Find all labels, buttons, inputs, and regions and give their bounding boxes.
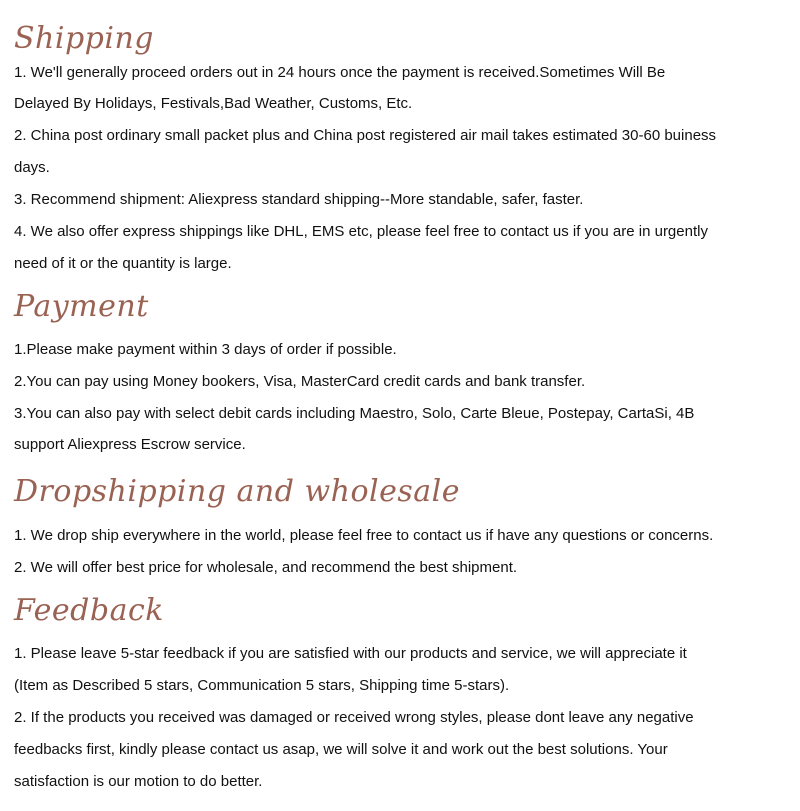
feedback-heading: Feedback (14, 593, 164, 628)
feedback-line: 1. Please leave 5-star feedback if you are satisfied with our products and service, we will appreciate it (14, 645, 687, 662)
payment-line: 3.You can also pay with select debit cards including Maestro, Solo, Carte Bleue, Postepay, CartaSi, 4B (14, 405, 695, 422)
shipping-line: 2. China post ordinary small packet plus and China post registered air mail takes estimated 30-60 buiness (14, 127, 717, 144)
dropshipping-line: 2. We will offer best price for wholesale, and recommend the best shipment. (14, 559, 518, 576)
shipping-heading: Shipping (14, 21, 154, 56)
shipping-line: 3. Recommend shipment: Aliexpress standard shipping--More standable, safer, faster. (14, 191, 584, 208)
payment-line: support Aliexpress Escrow service. (14, 436, 246, 453)
shipping-line: days. (14, 159, 50, 176)
shipping-line: Delayed By Holidays, Festivals,Bad Weather, Customs, Etc. (14, 95, 413, 112)
feedback-line: feedbacks first, kindly please contact us asap, we will solve it and work out the best solutions. Your (14, 741, 668, 758)
payment-heading: Payment (14, 289, 149, 324)
payment-line: 1.Please make payment within 3 days of order if possible. (14, 341, 397, 358)
feedback-line: satisfaction is our motion to do better. (14, 773, 263, 790)
payment-line: 2.You can pay using Money bookers, Visa, MasterCard credit cards and bank transfer. (14, 373, 586, 390)
feedback-line: (Item as Described 5 stars, Communication 5 stars, Shipping time 5-stars). (14, 677, 510, 694)
shipping-line: 4. We also offer express shippings like DHL, EMS etc, please feel free to contact us if you are in urgently (14, 223, 708, 240)
dropshipping-line: 1. We drop ship everywhere in the world, please feel free to contact us if have any questions or concerns. (14, 527, 714, 544)
dropshipping-heading: Dropshipping and wholesale (14, 474, 461, 509)
feedback-line: 2. If the products you received was damaged or received wrong styles, please dont leave any negative (14, 709, 694, 726)
shipping-line: need of it or the quantity is large. (14, 255, 232, 272)
shipping-line: 1. We'll generally proceed orders out in 24 hours once the payment is received.Sometimes Will Be (14, 64, 666, 81)
